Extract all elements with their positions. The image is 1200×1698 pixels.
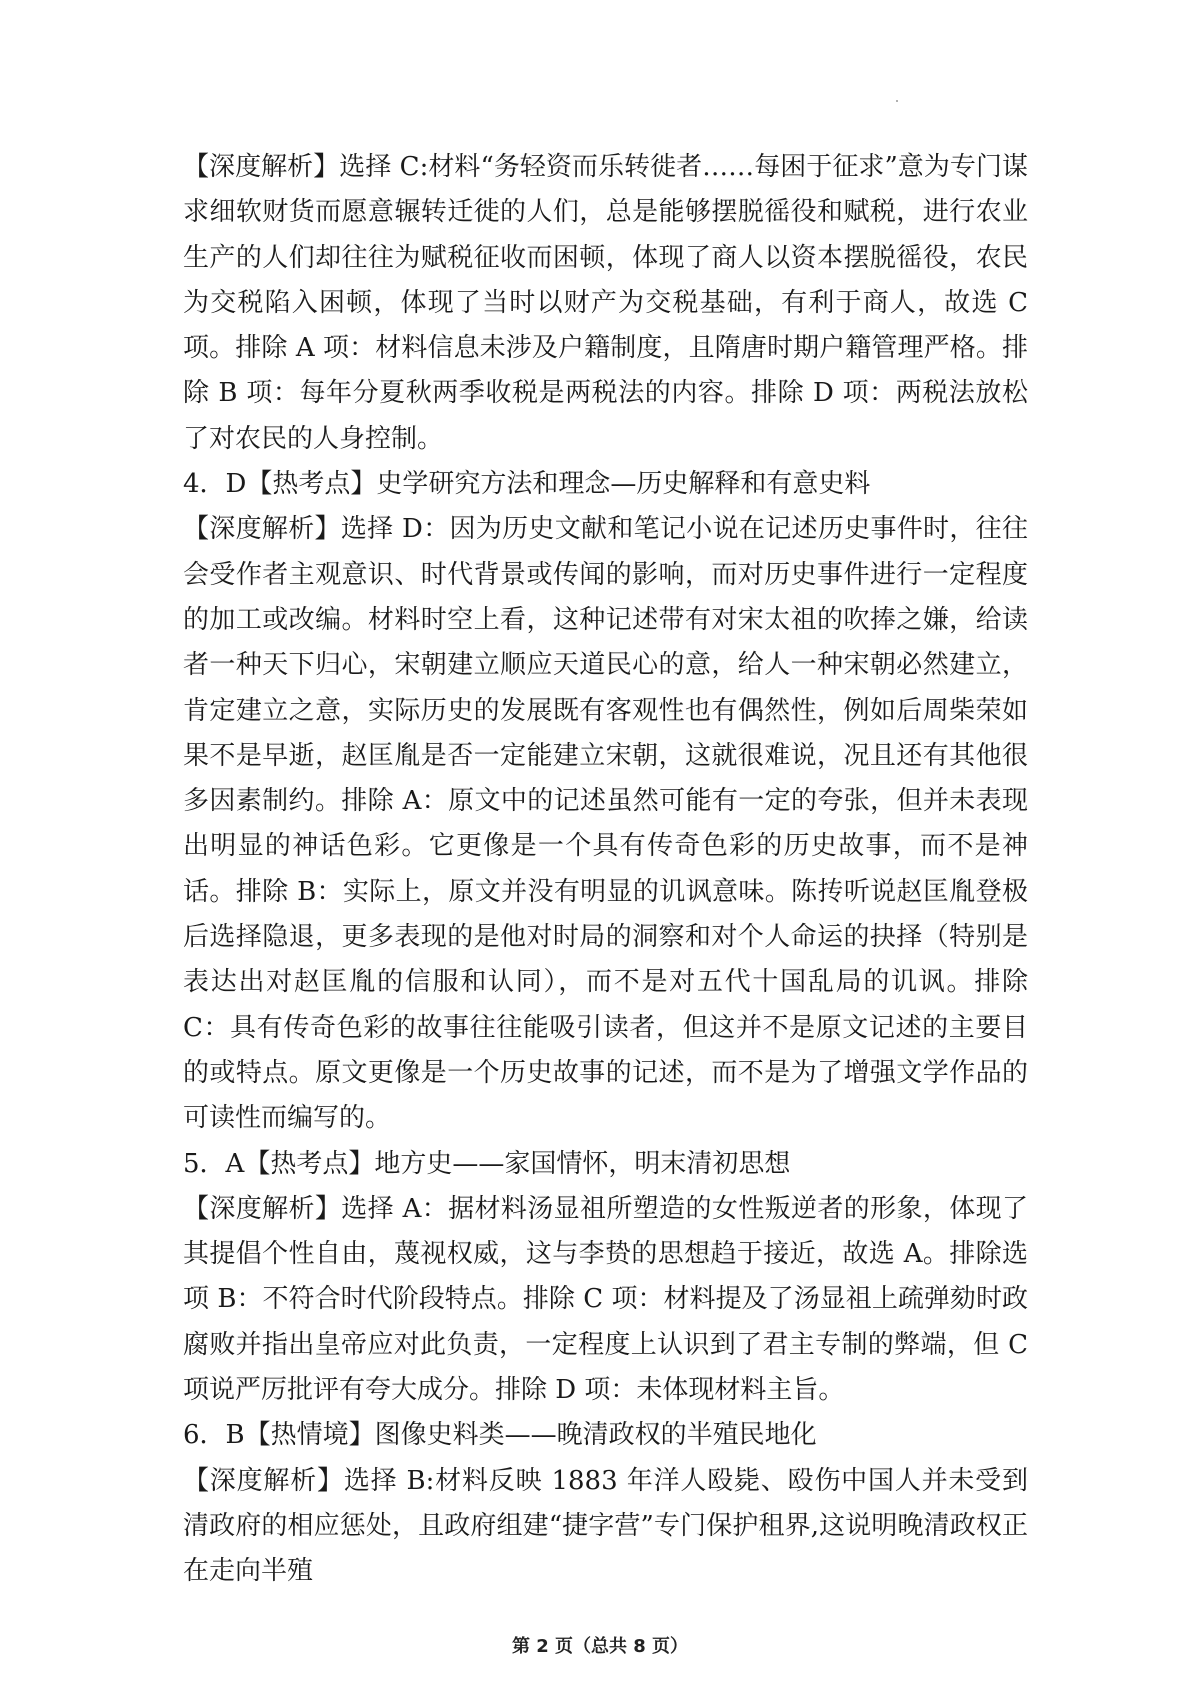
question-heading: 6．B【热情境】图像史料类——晚清政权的半殖民地化 <box>183 1420 817 1451</box>
question-heading: 5．A【热考点】地方史——家国情怀，明末清初思想 <box>183 1148 791 1179</box>
analysis-paragraph: 【深度解析】选择 D：因为历史文献和笔记小说在记述历史事件时，往往会受作者主观意识、时代背景或传闻的影响，而对历史事件进行一定程度的加工或改编。材料时空上看，这种记述带有对宋太祖的吹捧之嫌，给读者一种天下归心，宋朝建立顺应天道民心的意，给人一种宋朝必然建立，肯定建立之意，实际历史的发展既有客观性也有偶然性，例如后周柴荣如果不是早逝，赵匡胤是否一定能建立宋朝，这就很难说，况且还有其他很多因素制约。排除 A：原文中的记述虽然可能有一定的夸张，但并未表现出明显的神话色彩。它更像是一个具有传奇色彩的历史故事，而不是神话。排除 B：实际上，原文并没有明显的讥讽意味。陈抟听说赵匡胤登极后选择隐退，更多表现的是他对时局的洞察和对个人命运的抉择（特别是表达出对赵匡胤的信服和认同），而不是对五代十国乱局的讥讽。排除 C：具有传奇色彩的故事往往能吸引读者，但这并不是原文记述的主要目的或特点。原文更像是一个历史故事的记述，而不是为了增强文学作品的可读性而编写的。 <box>183 514 1028 1134</box>
analysis-paragraph: 【深度解析】选择 B:材料反映 1883 年洋人殴毙、殴伤中国人并未受到清政府的相应惩处，且政府组建“捷字营”专门保护租界,这说明晚清政权正在走向半殖 <box>183 1465 1028 1587</box>
page-footer: 第 2 页（总共 8 页） <box>511 1636 689 1657</box>
scan-speck <box>896 100 898 102</box>
analysis-paragraph: 【深度解析】选择 C:材料“务轻资而乐转徙者……每困于征求”意为专门谋求细软财货而愿意辗转迁徙的人们，总是能够摆脱徭役和赋税，进行农业生产的人们却往往为赋税征收而困顿，体现了商人以资本摆脱徭役，农民为交税陷入困顿，体现了当时以财产为交税基础，有利于商人，故选 C 项。排除 A 项：材料信息未涉及户籍制度，且隋唐时期户籍管理严格。排除 B 项：每年分夏秋两季收税是两税法的内容。排除 D 项：两税法放松了对农民的人身控制。 <box>183 152 1028 454</box>
question-heading: 4．D【热考点】史学研究方法和理念—历史解释和有意史料 <box>183 469 871 500</box>
document-body <box>183 145 1028 1595</box>
analysis-paragraph: 【深度解析】选择 A：据材料汤显祖所塑造的女性叛逆者的形象，体现了其提倡个性自由，蔑视权威，这与李贽的思想趋于接近，故选 A。排除选项 B：不符合时代阶段特点。排除 C 项：材料提及了汤显祖上疏弹劾时政腐败并指出皇帝应对此负责，一定程度上认识到了君主专制的弊端，但 C 项说严厉批评有夸大成分。排除 D 项：未体现材料主旨。 <box>183 1193 1028 1406</box>
